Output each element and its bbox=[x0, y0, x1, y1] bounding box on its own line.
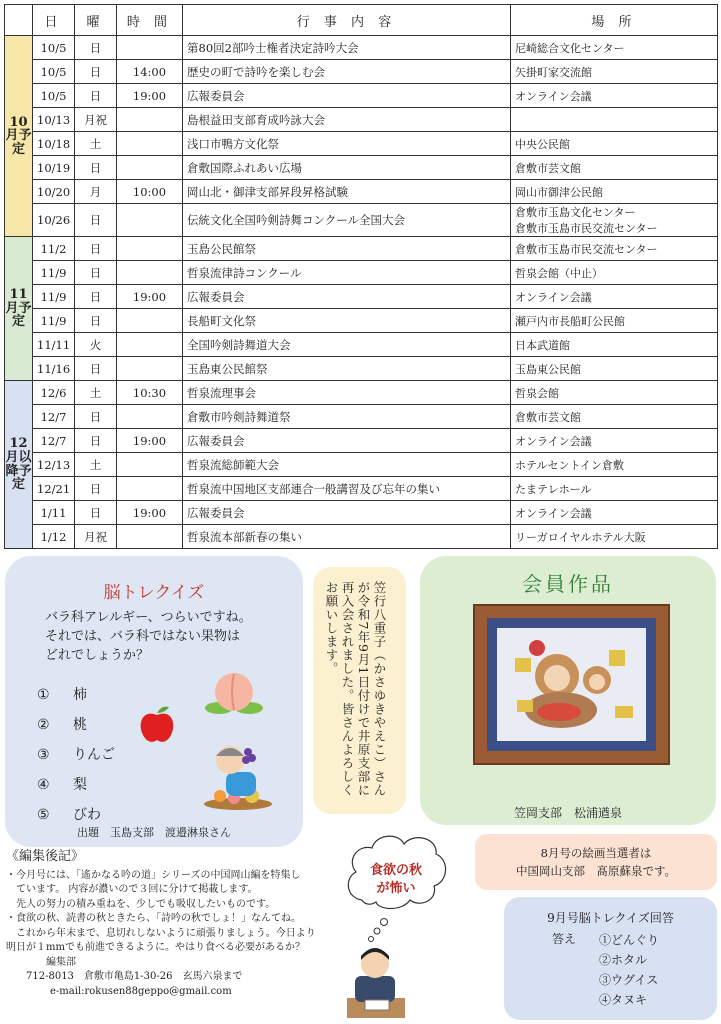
event-name: 広報委員会 bbox=[183, 429, 511, 453]
event-date: 10/5 bbox=[33, 36, 75, 60]
event-date: 10/26 bbox=[33, 204, 75, 237]
event-weekday: 土 bbox=[75, 381, 117, 405]
schedule-row bbox=[5, 333, 718, 357]
event-weekday: 日 bbox=[75, 60, 117, 84]
schedule-row bbox=[5, 261, 718, 285]
event-place bbox=[511, 108, 718, 132]
drawing-winner-box bbox=[475, 834, 717, 890]
event-date: 12/7 bbox=[33, 429, 75, 453]
event-date: 11/11 bbox=[33, 333, 75, 357]
event-weekday: 土 bbox=[75, 453, 117, 477]
event-name: 玉島公民館祭 bbox=[183, 237, 511, 261]
schedule-row bbox=[5, 477, 718, 501]
apple-icon bbox=[137, 703, 177, 745]
event-name: 伝統文化全国吟剣詩舞コンクール全国大会 bbox=[183, 204, 511, 237]
schedule-table bbox=[4, 4, 718, 549]
schedule-row bbox=[5, 60, 718, 84]
event-name: 広報委員会 bbox=[183, 84, 511, 108]
event-time bbox=[117, 108, 183, 132]
event-time: 10:00 bbox=[117, 180, 183, 204]
header-event: 行 事 内 容 bbox=[183, 5, 511, 36]
event-name: 島根益田支部育成吟詠大会 bbox=[183, 108, 511, 132]
quiz-question-line: バラ科アレルギー、つらいですね。 bbox=[45, 610, 252, 625]
event-name: 哲泉流中国地区支部連合一般講習及び忘年の集い bbox=[183, 477, 511, 501]
artwork-image bbox=[497, 628, 644, 737]
event-name: 倉敷国際ふれあい広場 bbox=[183, 156, 511, 180]
winner-line: 8月号の絵画当選者は bbox=[540, 846, 652, 860]
event-place: 尼崎総合文化センター bbox=[511, 36, 718, 60]
rejoin-notice-text: 笠行八重子（かさゆきやえこ）さんが令和7年9月1日付けで井原支部に再入会されました。皆さんよろしくお願いします。 bbox=[324, 581, 387, 797]
event-place: 倉敷市芸文館 bbox=[511, 405, 718, 429]
event-date: 10/5 bbox=[33, 84, 75, 108]
event-weekday: 月祝 bbox=[75, 525, 117, 549]
event-name: 倉敷市吟剣詩舞道祭 bbox=[183, 405, 511, 429]
event-weekday: 日 bbox=[75, 405, 117, 429]
quiz-answers-list bbox=[599, 930, 659, 1010]
event-place: 倉敷市玉島市民交流センター bbox=[511, 237, 718, 261]
event-time bbox=[117, 36, 183, 60]
event-time: 19:00 bbox=[117, 84, 183, 108]
schedule-row bbox=[5, 501, 718, 525]
event-name: 広報委員会 bbox=[183, 285, 511, 309]
quiz-options bbox=[37, 680, 115, 830]
event-date: 12/21 bbox=[33, 477, 75, 501]
event-date: 10/18 bbox=[33, 132, 75, 156]
event-name: 第80回2部吟士権者決定詩吟大会 bbox=[183, 36, 511, 60]
editor-address: 712-8013 倉敷市亀島1-30-26 玄馬六泉まで bbox=[26, 971, 243, 982]
event-place: たまテレホール bbox=[511, 477, 718, 501]
quiz-option: ③ りんご bbox=[37, 747, 115, 763]
header-place: 場 所 bbox=[511, 5, 718, 36]
event-place: ホテルセントイン倉敷 bbox=[511, 453, 718, 477]
event-date: 11/9 bbox=[33, 285, 75, 309]
event-time bbox=[117, 309, 183, 333]
event-name: 歴史の町で詩吟を楽しむ会 bbox=[183, 60, 511, 84]
event-date: 11/9 bbox=[33, 261, 75, 285]
header-month bbox=[5, 5, 33, 36]
schedule-row bbox=[5, 453, 718, 477]
quiz-question-line: どれでしょうか？ bbox=[45, 648, 150, 663]
member-works-title: 会員作品 bbox=[522, 572, 614, 596]
schedule-row bbox=[5, 285, 718, 309]
schedule-row bbox=[5, 180, 718, 204]
event-name: 長船町文化祭 bbox=[183, 309, 511, 333]
event-weekday: 月祝 bbox=[75, 108, 117, 132]
event-name: 玉島東公民館祭 bbox=[183, 357, 511, 381]
event-weekday: 日 bbox=[75, 501, 117, 525]
person-writing-icon bbox=[343, 944, 409, 1020]
schedule-row bbox=[5, 204, 718, 237]
event-place: リーガロイヤルホテル大阪 bbox=[511, 525, 718, 549]
event-time: 19:00 bbox=[117, 429, 183, 453]
event-time bbox=[117, 405, 183, 429]
brain-quiz-panel bbox=[5, 556, 303, 847]
editor-office: 編集部 bbox=[46, 956, 76, 968]
event-name: 哲泉流律詩コンクール bbox=[183, 261, 511, 285]
quiz-question-line: それでは、バラ科ではない果物は bbox=[45, 629, 241, 644]
schedule-header-row bbox=[5, 5, 718, 36]
event-weekday: 日 bbox=[75, 477, 117, 501]
event-weekday: 日 bbox=[75, 285, 117, 309]
event-time bbox=[117, 453, 183, 477]
event-time bbox=[117, 261, 183, 285]
event-name: 哲泉流理事会 bbox=[183, 381, 511, 405]
header-date: 日 bbox=[33, 5, 75, 36]
artwork-caption: 笠岡支部 松浦遒泉 bbox=[513, 806, 622, 820]
event-date: 11/16 bbox=[33, 357, 75, 381]
event-name: 岡山北・御津支部昇段昇格試験 bbox=[183, 180, 511, 204]
event-time: 10:30 bbox=[117, 381, 183, 405]
event-name: 浅口市鴨方文化祭 bbox=[183, 132, 511, 156]
event-weekday: 月 bbox=[75, 180, 117, 204]
quiz-answers-label: 答え bbox=[552, 932, 577, 946]
schedule-row bbox=[5, 525, 718, 549]
editor-note-line: 先人の努力の積み重ねを、少しでも吸収したいものです。 bbox=[16, 898, 276, 910]
winner-line: 中国岡山支部 髙原蘇泉です。 bbox=[515, 864, 677, 878]
quiz-credit: 出題 玉島支部 渡邉淋泉さん bbox=[77, 826, 231, 839]
header-weekday: 曜 bbox=[75, 5, 117, 36]
quiz-answers-box bbox=[504, 897, 717, 1020]
event-date: 10/5 bbox=[33, 60, 75, 84]
event-date: 12/7 bbox=[33, 405, 75, 429]
schedule-row bbox=[5, 429, 718, 453]
event-weekday: 日 bbox=[75, 429, 117, 453]
event-place: 玉島東公民館 bbox=[511, 357, 718, 381]
event-weekday: 日 bbox=[75, 204, 117, 237]
event-time: 14:00 bbox=[117, 60, 183, 84]
schedule-row bbox=[5, 132, 718, 156]
person-eating-icon bbox=[198, 738, 278, 810]
event-weekday: 日 bbox=[75, 84, 117, 108]
schedule-row bbox=[5, 36, 718, 60]
event-time bbox=[117, 333, 183, 357]
quiz-option: ⑤ びわ bbox=[37, 807, 101, 823]
month-label: 10月予定 bbox=[5, 36, 33, 237]
quiz-question bbox=[45, 608, 275, 665]
event-place: 哲泉会館 bbox=[511, 381, 718, 405]
schedule-row bbox=[5, 381, 718, 405]
event-weekday: 日 bbox=[75, 357, 117, 381]
editor-note-line: ています。 内容が濃いので３回に分けて掲載します。 bbox=[16, 884, 258, 895]
event-place: オンライン会議 bbox=[511, 285, 718, 309]
event-date: 10/19 bbox=[33, 156, 75, 180]
editor-note-title: 《編集後記》 bbox=[6, 849, 85, 864]
quiz-option: ② 桃 bbox=[37, 717, 87, 733]
editor-note bbox=[6, 850, 356, 999]
quiz-option: ① 柿 bbox=[37, 687, 87, 703]
editor-note-line: ・今月号には、「遙かなる吟の道」シリーズの中国岡山編を特集し bbox=[6, 869, 301, 881]
event-weekday: 土 bbox=[75, 132, 117, 156]
event-date: 12/13 bbox=[33, 453, 75, 477]
event-weekday: 日 bbox=[75, 36, 117, 60]
event-place: 倉敷市芸文館 bbox=[511, 156, 718, 180]
event-time bbox=[117, 357, 183, 381]
schedule-row bbox=[5, 357, 718, 381]
event-date: 12/6 bbox=[33, 381, 75, 405]
quiz-option: ④ 梨 bbox=[37, 777, 87, 793]
event-weekday: 日 bbox=[75, 237, 117, 261]
event-name: 全国吟剣詩舞道大会 bbox=[183, 333, 511, 357]
editor-note-line: これから年末まで、息切れしないように頑張りましょう。今日より bbox=[16, 927, 316, 939]
thought-bubble-text: 食欲の秋 が怖い bbox=[369, 863, 422, 896]
event-name: 哲泉流本部新春の集い bbox=[183, 525, 511, 549]
thought-dots-icon bbox=[360, 918, 390, 944]
event-date: 11/9 bbox=[33, 309, 75, 333]
member-works-panel bbox=[420, 556, 716, 825]
peach-icon bbox=[205, 668, 263, 718]
header-time: 時 間 bbox=[117, 5, 183, 36]
event-name: 広報委員会 bbox=[183, 501, 511, 525]
schedule-row bbox=[5, 84, 718, 108]
quiz-answer: ③ウグイス bbox=[599, 973, 659, 987]
event-time bbox=[117, 237, 183, 261]
quiz-answers-title: 9月号脳トレクイズ回答 bbox=[547, 911, 674, 925]
event-name: 哲泉流総師範大会 bbox=[183, 453, 511, 477]
event-weekday: 火 bbox=[75, 333, 117, 357]
event-place: 哲泉会館（中止） bbox=[511, 261, 718, 285]
event-weekday: 日 bbox=[75, 261, 117, 285]
event-place: 倉敷市玉島文化センター 倉敷市玉島市民交流センター bbox=[511, 204, 718, 237]
event-place: 日本武道館 bbox=[511, 333, 718, 357]
event-time bbox=[117, 156, 183, 180]
editor-email: e-mail:rokusen88geppo@gmail.com bbox=[50, 985, 232, 997]
event-place: 岡山市御津公民館 bbox=[511, 180, 718, 204]
event-weekday: 日 bbox=[75, 309, 117, 333]
event-time bbox=[117, 204, 183, 237]
event-date: 10/20 bbox=[33, 180, 75, 204]
schedule-row bbox=[5, 108, 718, 132]
event-time bbox=[117, 132, 183, 156]
event-place: 中央公民館 bbox=[511, 132, 718, 156]
artwork-frame bbox=[473, 604, 670, 765]
schedule-row bbox=[5, 405, 718, 429]
event-time: 19:00 bbox=[117, 285, 183, 309]
quiz-title: 脳トレクイズ bbox=[103, 583, 205, 603]
quiz-answer: ②ホタル bbox=[599, 953, 648, 967]
event-place: オンライン会議 bbox=[511, 429, 718, 453]
month-label: 11月予定 bbox=[5, 237, 33, 381]
schedule-row bbox=[5, 237, 718, 261]
event-time bbox=[117, 525, 183, 549]
month-label: 12月以降予定 bbox=[5, 381, 33, 549]
event-date: 1/12 bbox=[33, 525, 75, 549]
event-date: 11/2 bbox=[33, 237, 75, 261]
event-place: 瀬戸内市長船町公民館 bbox=[511, 309, 718, 333]
rejoin-notice bbox=[313, 567, 406, 814]
schedule-row bbox=[5, 309, 718, 333]
event-place: 矢掛町家交流館 bbox=[511, 60, 718, 84]
event-place: オンライン会議 bbox=[511, 84, 718, 108]
editor-note-line: ・食欲の秋、読書の秋ときたら、「詩吟の秋でしょ！」なんてね。 bbox=[6, 913, 301, 924]
schedule-row bbox=[5, 156, 718, 180]
quiz-answer: ④タヌキ bbox=[599, 993, 648, 1007]
event-time bbox=[117, 477, 183, 501]
editor-note-line: 明日が１mmでも前進できるように。やはり食べる必要があるか？ bbox=[6, 942, 305, 953]
quiz-answer: ①どんぐり bbox=[599, 933, 660, 947]
event-date: 10/13 bbox=[33, 108, 75, 132]
event-date: 1/11 bbox=[33, 501, 75, 525]
event-weekday: 日 bbox=[75, 156, 117, 180]
event-time: 19:00 bbox=[117, 501, 183, 525]
event-place: オンライン会議 bbox=[511, 501, 718, 525]
